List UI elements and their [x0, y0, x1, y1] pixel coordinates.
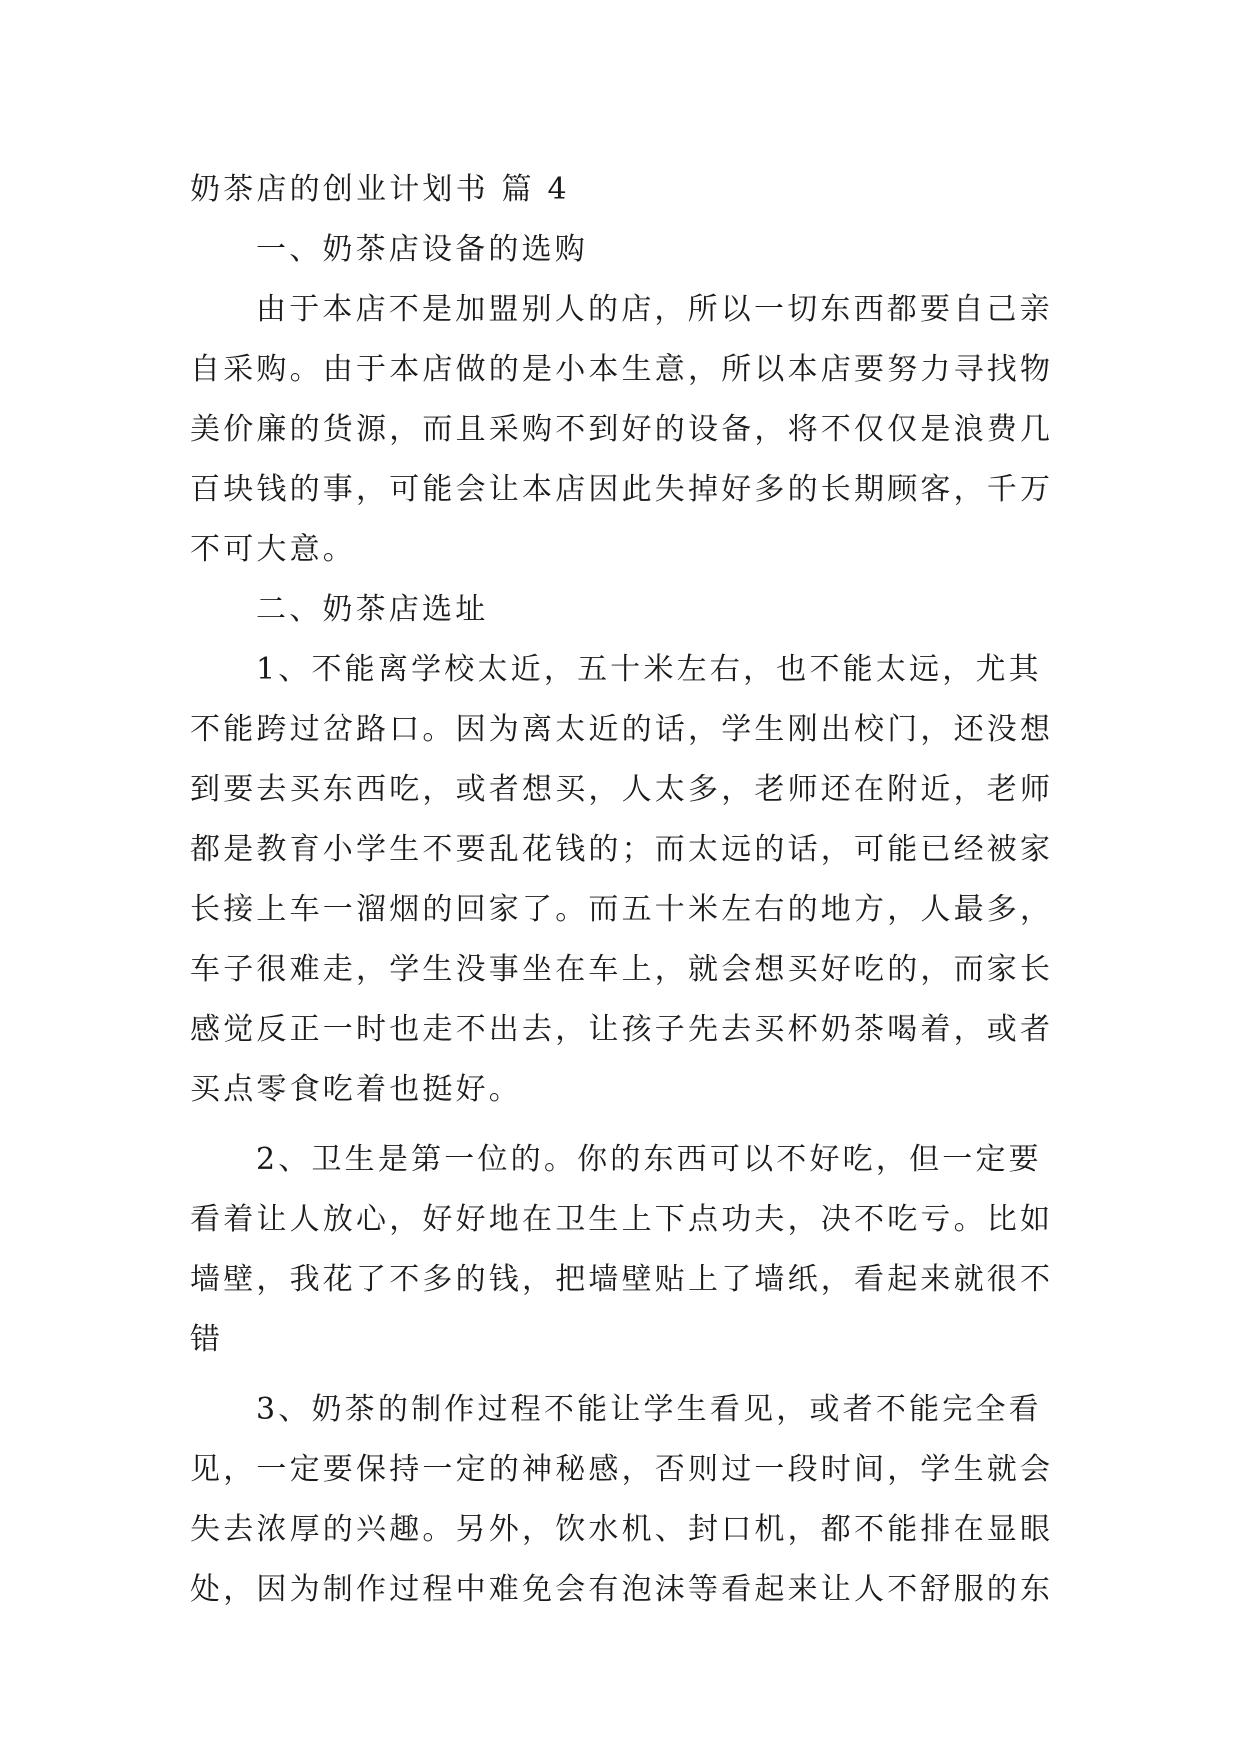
- document-body: [190, 160, 1060, 1620]
- section-heading-equipment: 一、奶茶店设备的选购: [256, 232, 588, 267]
- paragraph-hygiene: 2、卫生是第一位的。你的东西可以不好吃，但一定要 看着让人放心，好好地在卫生上下点功夫，决不吃亏。比如 墙壁，我花了不多的钱，把墙壁贴上了墙纸，看起来就很不 错: [190, 1142, 1054, 1357]
- paragraph-equipment: 由于本店不是加盟别人的店，所以一切东西都要自己亲 自采购。由于本店做的是小本生意，所以本店要努力寻找物 美价廉的货源，而且采购不到好的设备，将不仅仅是浪费几 百块钱的事，可能会让本店因此失掉好多的长期顾客，千万 不可大意。: [190, 292, 1054, 567]
- paragraph-location-distance: 1、不能离学校太近，五十米左右，也不能太远，尤其 不能跨过岔路口。因为离太近的话，学生刚出校门，还没想 到要去买东西吃，或者想买，人太多，老师还在附近，老师 都是教育小学生不要乱花钱的；而太远的话，可能已经被家 长接上车一溜烟的回家了。而五十米左右的地方，人最多， 车子很难走，学生没事坐在车上，就会想买好吃的，而家长 感觉反正一时也走不出去，让孩子先去买杯奶茶喝着，或者 买点零食吃着也挺好。: [190, 652, 1054, 1107]
- document-title: 奶茶店的创业计划书 篇 4: [190, 172, 570, 207]
- paragraph-production-process: 3、奶茶的制作过程不能让学生看见，或者不能完全看 见，一定要保持一定的神秘感，否则过一段时间，学生就会 失去浓厚的兴趣。另外，饮水机、封口机，都不能排在显眼 处，因为制作过程中难免会有泡沫等看起来让人不舒服的东: [190, 1392, 1054, 1607]
- section-heading-location: 二、奶茶店选址: [256, 592, 489, 627]
